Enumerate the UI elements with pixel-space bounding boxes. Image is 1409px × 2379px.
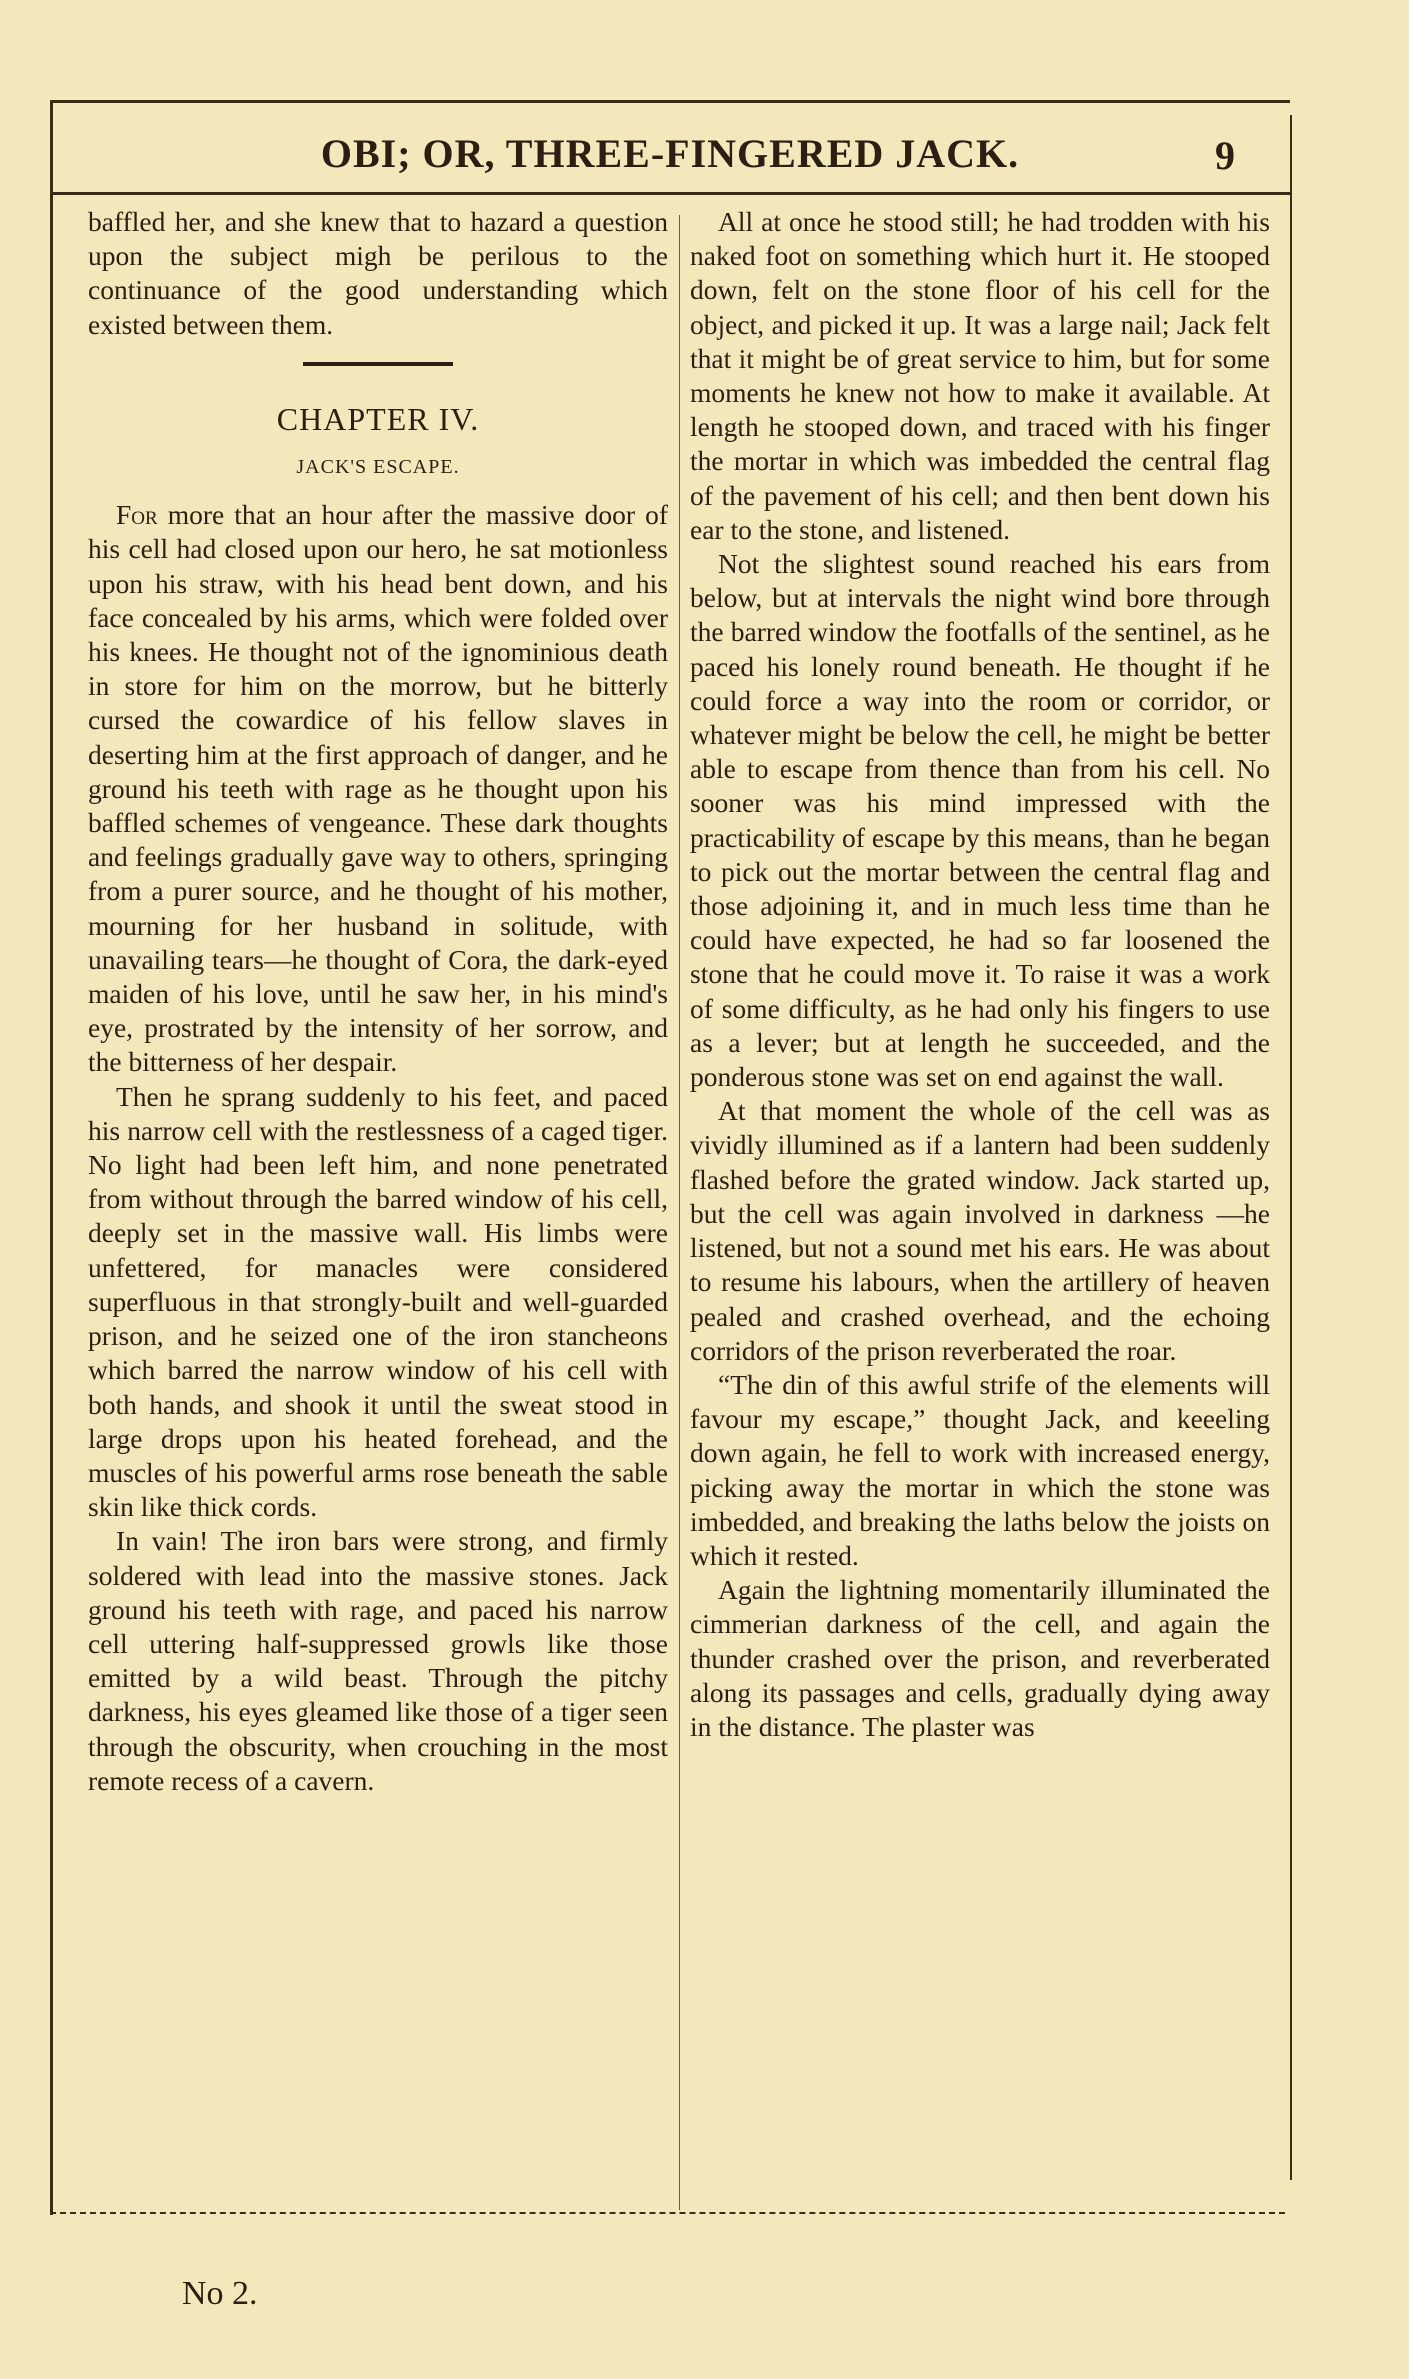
paragraph xyxy=(88,498,668,1079)
chapter-title: CHAPTER IV. xyxy=(276,400,480,437)
chapter-subtitle: JACK'S ESCAPE. xyxy=(296,456,460,479)
page-frame-left xyxy=(50,100,53,2215)
right-column xyxy=(690,205,1270,1744)
running-header xyxy=(50,130,1290,190)
opening-word: For xyxy=(116,499,158,531)
paragraph-text: more that an hour after the massive door of his cell had closed upon our hero, he sat motionless upon his straw, with his head bent down, and his face concealed by his arms, which were folded over his knees. He thought not of the ignominious death in store for him on the morrow, but he bitterly cursed the cowardice of his fellow slaves in deserting him at the first approach of danger, and he ground his teeth with rage as he thought upon his baffled schemes of vengeance. These dark thoughts and feelings gradually gave way to others, springing from a purer source, and he thought of his mother, mourning for her husband in solitude, with unavailing tears—he thought of Cora, the dark-eyed maiden of his love, until he saw her, in his mind's eye, prostrated by the intensity of her sorrow, and the bitterness of her despair. xyxy=(88,499,669,1078)
paragraph: Then he sprang suddenly to his feet, and paced his narrow cell with the restlessness of a caged tiger. No light had been left him, and none penetrated from without through the barred window of his cell, deeply set in the massive wall. His limbs were unfettered, for manacles were considered superfluous in that strongly-built and well-guarded prison, and he seized one of the iron stancheons which barred the narrow window of his cell with both hands, and shook it until the sweat stood in large drops upon his heated forehead, and the muscles of his powerful arms rose beneath the sable skin like thick cords. xyxy=(88,1080,668,1523)
paragraph: All at once he stood still; he had trodden with his naked foot on something which hurt it. He stooped down, felt on the stone floor of his cell for the object, and picked it up. It was a large nail; Jack felt that it might be of great service to him, but for some moments he knew not how to make it available. At length he stooped down, and traced with his finger the mortar in which was imbedded the central flag of the pavement of his cell; and then bent down his ear to the stone, and listened. xyxy=(690,206,1270,545)
paragraph: At that moment the whole of the cell was as vividly illumined as if a lantern had been suddenly flashed before the grated window. Jack started up, but the cell was again involved in darkness —he listened, but not a sound met his ears. He was about to resume his labours, when the artillery of heaven pealed and crashed overhead, and the echoing corridors of the prison reverberated the roar. xyxy=(690,1095,1270,1366)
paragraph: Not the slightest sound reached his ears from below, but at intervals the night wind bore through the barred window the footfalls of the sentinel, as he paced his lonely round beneath. He thought if he could force a way into the room or corridor, or whatever might be below the cell, he might be better able to escape from thence than from his cell. No sooner was his mind impressed with the practicability of escape by this means, than he began to pick out the mortar between the central flag and those adjoining it, and in much less time than he could have expected, he had so far loosened the stone that he could move it. To raise it was a work of some difficulty, as he had only his fingers to use as a lever; but at length he succeeded, and the ponderous stone was set on end against the wall. xyxy=(690,548,1270,1093)
page-frame-right xyxy=(1290,115,1292,2180)
column-divider xyxy=(679,215,680,2210)
section-divider xyxy=(303,362,453,366)
header-rule xyxy=(50,192,1290,195)
page-number: 9 xyxy=(1215,133,1235,178)
left-column xyxy=(88,205,668,1798)
paragraph: Again the lightning momentarily illuminated the cimmerian darkness of the cell, and again the thunder crashed over the prison, and reverberated along its passages and cells, gradually dying away in the distance. The plaster was xyxy=(690,1574,1270,1742)
paragraph: “The din of this awful strife of the elements will favour my escape,” thought Jack, and keeeling down again, he fell to work with increased energy, picking away the mortar in which the stone was imbedded, and breaking the laths below the joists on which it rested. xyxy=(690,1368,1270,1571)
paragraph: In vain! The iron bars were strong, and firmly soldered with lead into the massive stones. Jack ground his teeth with rage, and paced his narrow cell uttering half-suppressed growls like those emitted by a wild beast. Through the pitchy darkness, his eyes gleamed like those of a tiger seen through the obscurity, when crouching in the most remote recess of a cavern. xyxy=(88,1525,668,1796)
continued-paragraph: baffled her, and she knew that to hazard a question upon the subject migh be perilous to the continuance of the good understanding which existed between them. xyxy=(88,206,668,340)
page-frame-bottom xyxy=(50,2212,1285,2214)
running-title: OBI; OR, THREE-FINGERED JACK. xyxy=(320,131,1020,176)
signature-mark: No 2. xyxy=(182,2275,258,2312)
